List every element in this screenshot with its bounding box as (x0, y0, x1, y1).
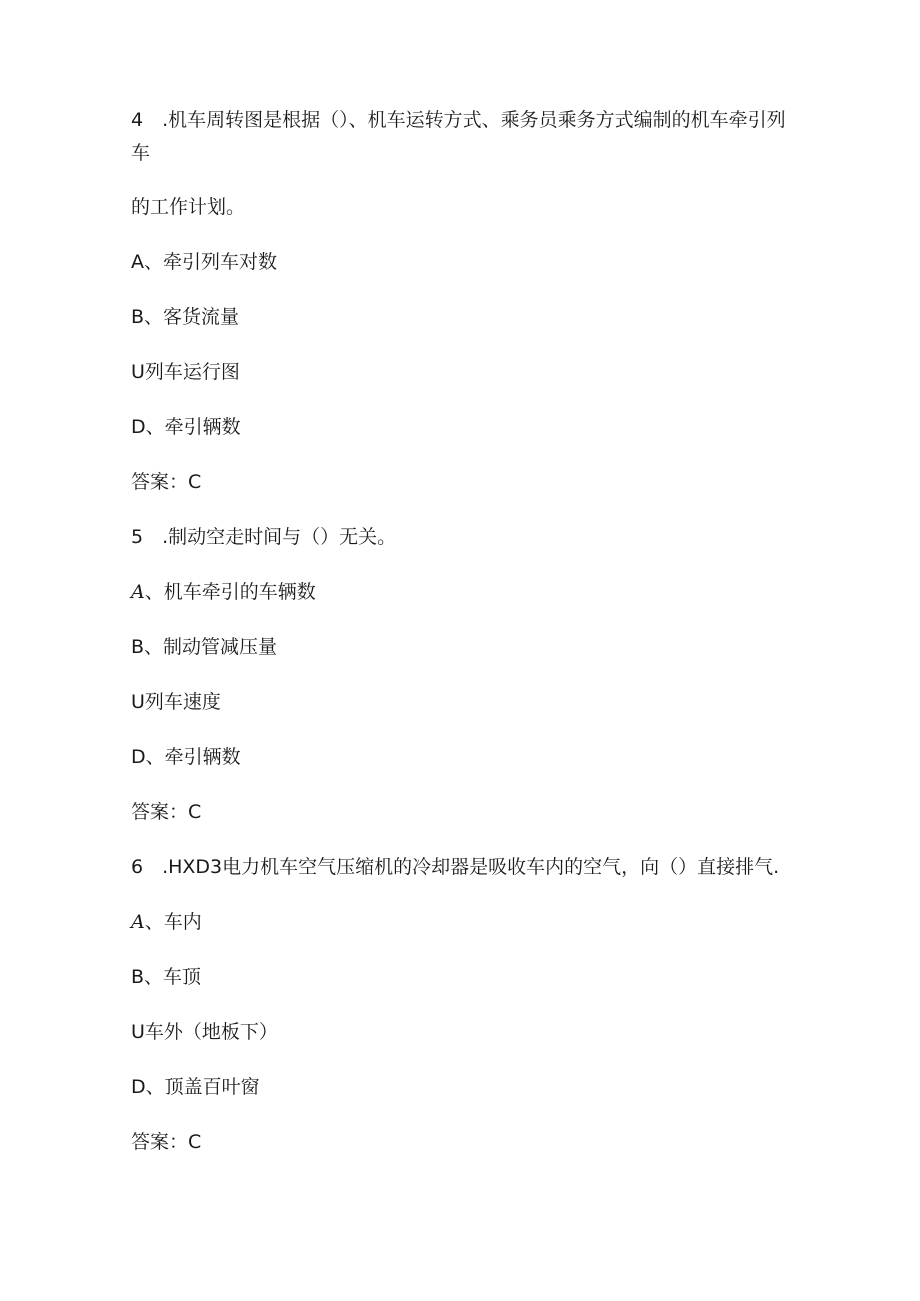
question-5-option-a-letter: A (131, 581, 145, 603)
question-5-option-b: B、制动管减压量 (131, 636, 278, 658)
question-5-stem: 5 .制动空走时间与（）无关。 (131, 526, 397, 548)
question-5-answer: 答案：C (131, 801, 202, 823)
question-6-stem: 6 .HXD3电力机车空气压缩机的冷却器是吸收车内的空气，向（）直接排气. (131, 856, 780, 878)
question-6-option-b: B、车顶 (131, 966, 202, 988)
question-4-stem-line-1: 4 .机车周转图是根据（）、机车运转方式、乘务员乘务方式编制的机车牵引列 (131, 109, 786, 131)
question-6-option-d: D、顶盖百叶窗 (131, 1076, 260, 1098)
question-5-option-a (131, 580, 316, 604)
question-6-option-a (131, 910, 202, 934)
question-4-option-c: U列车运行图 (131, 361, 240, 383)
question-6-option-c: U车外（地板下） (131, 1021, 278, 1043)
question-5-option-c: U列车速度 (131, 691, 221, 713)
question-6-answer: 答案：C (131, 1131, 202, 1153)
question-4-option-b: B、客货流量 (131, 306, 240, 328)
question-6-option-a-text: 、车内 (144, 911, 202, 933)
question-5-option-d: D、牵引辆数 (131, 746, 241, 768)
question-5-option-a-text: 、机车牵引的车辆数 (144, 581, 316, 603)
question-4-answer: 答案：C (131, 471, 202, 493)
question-4-option-d: D、牵引辆数 (131, 416, 241, 438)
question-4-stem-line-3: 的工作计划。 (131, 196, 246, 218)
question-4-option-a: A、牵引列车对数 (131, 251, 277, 273)
question-4-stem-line-2: 车 (131, 142, 151, 164)
question-6-option-a-letter: A (131, 911, 145, 933)
